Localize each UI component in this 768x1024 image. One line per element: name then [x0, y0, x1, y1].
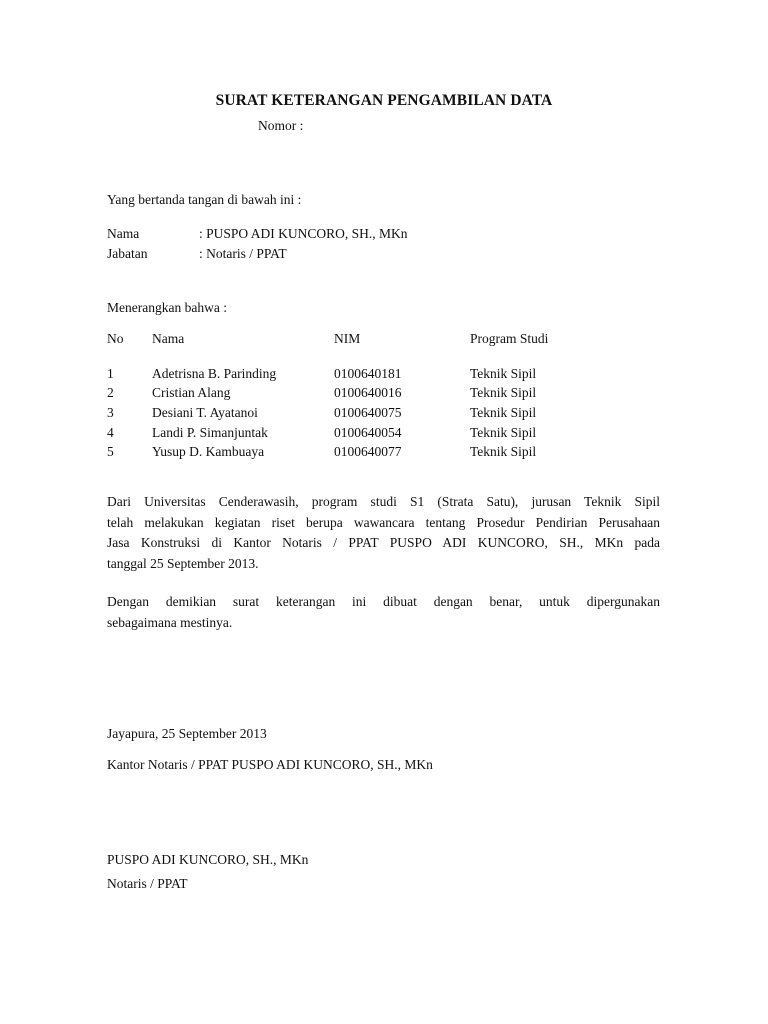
nama-value: : PUSPO ADI KUNCORO, SH., MKn	[199, 226, 408, 241]
document-title: SURAT KETERANGAN PENGAMBILAN DATA	[215, 92, 553, 109]
row-nim: 0100640075	[334, 405, 402, 420]
paragraph-line: Jasa Konstruksi di Kantor Notaris / PPAT PUSPO ADI KUNCORO, SH., MKn pada	[107, 535, 660, 550]
row-nim: 0100640054	[334, 425, 402, 440]
paragraph-line: sebagaimana mestinya.	[107, 614, 233, 630]
row-nim: 0100640016	[334, 385, 402, 400]
table-header-nim: NIM	[334, 331, 361, 346]
paragraph-line: Dari Universitas Cenderawasih, program studi S1 (Strata Satu), jurusan Teknik Sipil	[107, 494, 660, 509]
row-nim: 0100640077	[334, 444, 402, 459]
row-prodi: Teknik Sipil	[470, 425, 537, 440]
paragraph-line: tanggal 25 September 2013.	[107, 555, 259, 571]
signature-name: PUSPO ADI KUNCORO, SH., MKn	[107, 852, 309, 867]
row-prodi: Teknik Sipil	[470, 405, 537, 420]
row-nama: Desiani T. Ayatanoi	[152, 405, 258, 420]
row-prodi: Teknik Sipil	[470, 385, 537, 400]
row-nama: Adetrisna B. Parinding	[152, 366, 277, 381]
signature-title: Notaris / PPAT	[107, 876, 188, 891]
row-no: 5	[107, 444, 114, 459]
row-no: 2	[107, 385, 114, 400]
intro-text: Yang bertanda tangan di bawah ini :	[107, 192, 302, 207]
row-nama: Cristian Alang	[152, 385, 231, 400]
table-header-nama: Nama	[152, 331, 185, 346]
row-nim: 0100640181	[334, 366, 402, 381]
place-date: Jayapura, 25 September 2013	[107, 726, 267, 741]
row-prodi: Teknik Sipil	[470, 366, 537, 381]
body-paragraph-2	[107, 592, 660, 633]
row-nama: Yusup D. Kambuaya	[152, 444, 265, 459]
nomor-label: Nomor :	[258, 118, 304, 133]
paragraph-line: Dengan demikian surat keterangan ini dibuat dengan benar, untuk dipergunakan	[107, 594, 660, 609]
office-name: Kantor Notaris / PPAT PUSPO ADI KUNCORO, SH., MKn	[107, 757, 433, 772]
row-prodi: Teknik Sipil	[470, 444, 537, 459]
body-paragraph-1	[107, 492, 660, 574]
menerangkan-text: Menerangkan bahwa :	[107, 300, 227, 315]
jabatan-label: Jabatan	[107, 246, 148, 261]
row-no: 3	[107, 405, 114, 420]
nama-label: Nama	[107, 226, 140, 241]
table-header-prodi: Program Studi	[470, 331, 549, 346]
row-no: 1	[107, 366, 114, 381]
table-header-no: No	[107, 331, 124, 346]
jabatan-value: : Notaris / PPAT	[199, 246, 287, 261]
row-no: 4	[107, 425, 114, 440]
paragraph-line: telah melakukan kegiatan riset berupa wawancara tentang Prosedur Pendirian Perusahaan	[107, 514, 660, 530]
row-nama: Landi P. Simanjuntak	[152, 425, 268, 440]
